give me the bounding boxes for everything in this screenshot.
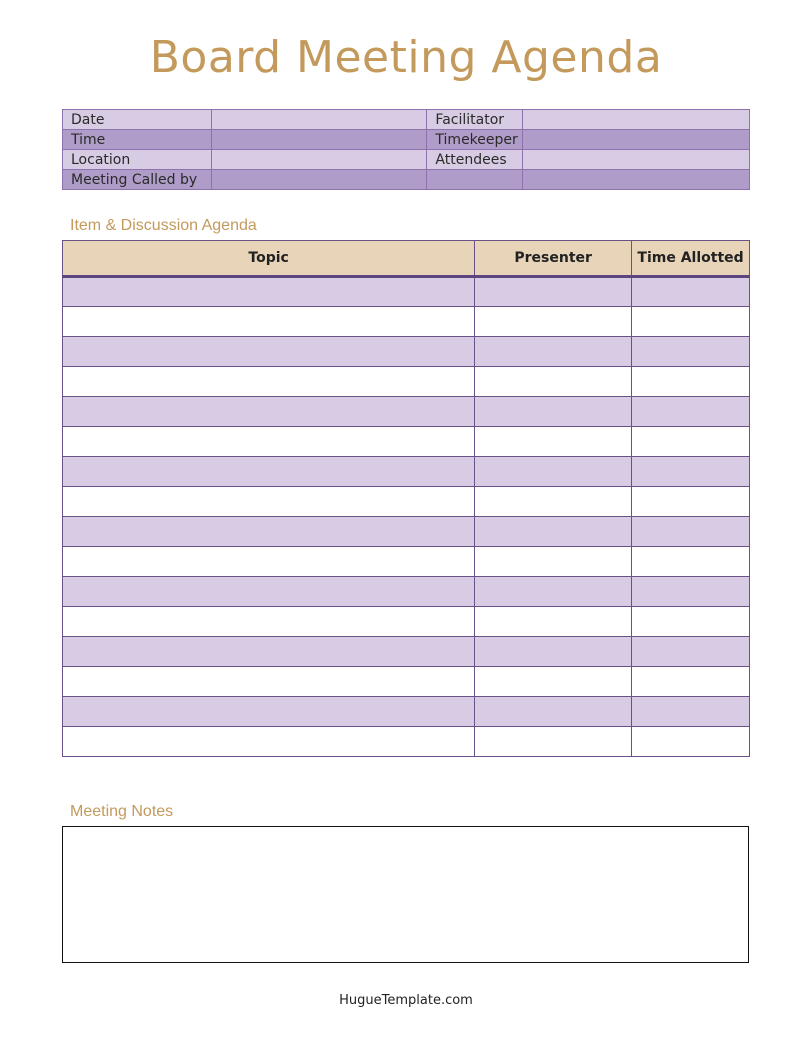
presenter-cell[interactable] [475,397,632,427]
topic-cell[interactable] [63,517,475,547]
topic-cell[interactable] [63,727,475,757]
agenda-header-row [63,241,750,277]
attendees-field[interactable] [523,150,750,170]
location-label: Location [63,150,212,170]
attendees-label: Attendees [427,150,523,170]
info-row-date [63,110,750,130]
time-allotted-cell[interactable] [632,637,750,667]
time-allotted-cell[interactable] [632,457,750,487]
table-row [63,727,750,757]
time-allotted-cell[interactable] [632,277,750,307]
topic-cell[interactable] [63,607,475,637]
time-allotted-cell[interactable] [632,667,750,697]
presenter-cell[interactable] [475,637,632,667]
topic-cell[interactable] [63,457,475,487]
table-row [63,667,750,697]
time-allotted-cell[interactable] [632,397,750,427]
table-row [63,397,750,427]
table-row [63,607,750,637]
topic-cell[interactable] [63,667,475,697]
time-allotted-cell[interactable] [632,427,750,457]
agenda-table [62,240,750,757]
timekeeper-label: Timekeeper [427,130,523,150]
info-row-called-by [63,170,750,190]
table-row [63,637,750,667]
footer-site: HugueTemplate.com [339,993,473,1008]
topic-cell[interactable] [63,697,475,727]
table-row [63,457,750,487]
facilitator-label: Facilitator [427,110,523,130]
table-row [63,277,750,307]
presenter-cell[interactable] [475,457,632,487]
time-field[interactable] [211,130,427,150]
time-label: Time [63,130,212,150]
location-field[interactable] [211,150,427,170]
date-field[interactable] [211,110,427,130]
presenter-cell[interactable] [475,577,632,607]
presenter-cell[interactable] [475,337,632,367]
time-allotted-cell[interactable] [632,517,750,547]
timekeeper-field[interactable] [523,130,750,150]
time-allotted-cell[interactable] [632,697,750,727]
presenter-header: Presenter [475,241,632,277]
called-by-label: Meeting Called by [63,170,212,190]
table-row [63,427,750,457]
topic-cell[interactable] [63,637,475,667]
info-row-time [63,130,750,150]
time-allotted-cell[interactable] [632,307,750,337]
time-allotted-cell[interactable] [632,727,750,757]
presenter-cell[interactable] [475,487,632,517]
presenter-cell[interactable] [475,727,632,757]
presenter-cell[interactable] [475,367,632,397]
table-row [63,517,750,547]
time-allotted-cell[interactable] [632,607,750,637]
time-allotted-header: Time Allotted [632,241,750,277]
agenda-heading: Item & Discussion Agenda [70,217,257,234]
presenter-cell[interactable] [475,607,632,637]
notes-heading: Meeting Notes [70,803,174,820]
facilitator-field[interactable] [523,110,750,130]
presenter-cell[interactable] [475,307,632,337]
table-row [63,307,750,337]
time-allotted-cell[interactable] [632,547,750,577]
topic-cell[interactable] [63,397,475,427]
date-label: Date [63,110,212,130]
topic-cell[interactable] [63,277,475,307]
presenter-cell[interactable] [475,517,632,547]
presenter-cell[interactable] [475,697,632,727]
time-allotted-cell[interactable] [632,577,750,607]
time-allotted-cell[interactable] [632,367,750,397]
empty-label [427,170,523,190]
notes-box[interactable] [62,826,749,963]
topic-cell[interactable] [63,577,475,607]
table-row [63,337,750,367]
topic-cell[interactable] [63,337,475,367]
table-row [63,547,750,577]
meeting-info-table [62,109,750,190]
topic-cell[interactable] [63,427,475,457]
presenter-cell[interactable] [475,667,632,697]
called-by-field[interactable] [211,170,427,190]
topic-cell[interactable] [63,367,475,397]
table-row [63,367,750,397]
presenter-cell[interactable] [475,547,632,577]
time-allotted-cell[interactable] [632,487,750,517]
agenda-body [63,277,750,757]
table-row [63,577,750,607]
empty-field[interactable] [523,170,750,190]
topic-cell[interactable] [63,307,475,337]
presenter-cell[interactable] [475,277,632,307]
page-title: Board Meeting Agenda [149,32,663,83]
info-row-location [63,150,750,170]
time-allotted-cell[interactable] [632,337,750,367]
presenter-cell[interactable] [475,427,632,457]
topic-cell[interactable] [63,547,475,577]
topic-header: Topic [63,241,475,277]
table-row [63,697,750,727]
table-row [63,487,750,517]
topic-cell[interactable] [63,487,475,517]
